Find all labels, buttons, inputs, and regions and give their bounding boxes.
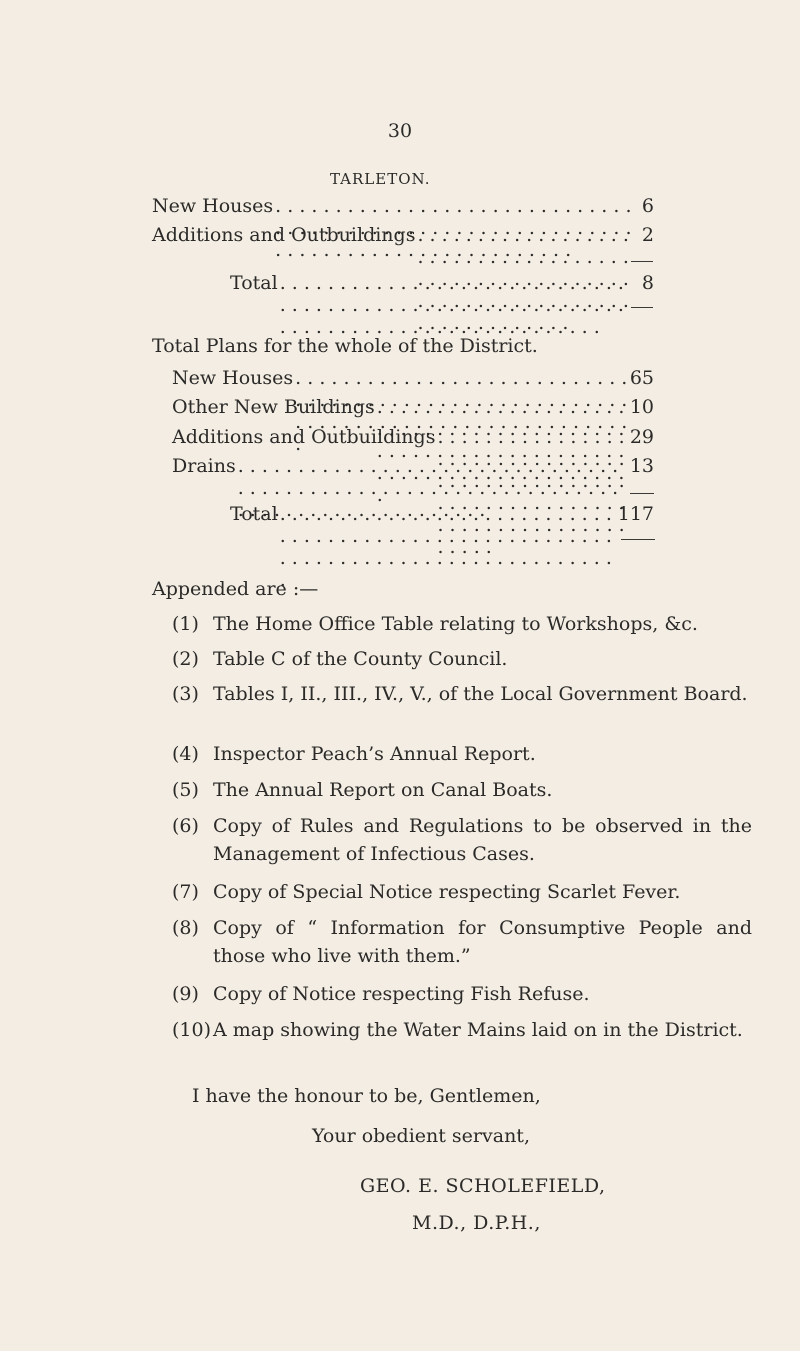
dot-leader bbox=[280, 503, 616, 591]
closing-salutation: Your obedient servant, bbox=[312, 1125, 530, 1147]
item-number: (2) bbox=[172, 648, 199, 670]
item-text: A map showing the Water Mains laid on in the District. bbox=[213, 1019, 743, 1041]
row-label: Drains bbox=[172, 455, 236, 477]
appended-item bbox=[172, 878, 752, 906]
item-number: (8) bbox=[172, 917, 199, 939]
item-number: (7) bbox=[172, 881, 199, 903]
signature-credentials: M.D., D.P.H., bbox=[412, 1212, 541, 1234]
item-text: Copy of “ Information for Consumptive People and those who live with them.” bbox=[213, 917, 752, 967]
total-value: 117 bbox=[617, 503, 654, 525]
appended-item bbox=[172, 812, 752, 868]
item-text: Table C of the County Council. bbox=[213, 648, 508, 670]
appended-item bbox=[172, 645, 752, 673]
item-number: (9) bbox=[172, 983, 199, 1005]
item-text: Copy of Special Notice respecting Scarlet Fever. bbox=[213, 881, 681, 903]
item-number: (5) bbox=[172, 779, 199, 801]
row-label: Additions and Outbuildings bbox=[152, 224, 416, 246]
row-label: Additions and Outbuildings bbox=[172, 426, 436, 448]
row-value: 29 bbox=[629, 426, 654, 448]
appended-item bbox=[172, 914, 752, 970]
item-text: Copy of Rules and Regulations to be observed in the Management of Infectious Cases. bbox=[213, 815, 752, 865]
item-number: (6) bbox=[172, 815, 199, 837]
subtotal-rule bbox=[631, 261, 653, 262]
section-end-rule bbox=[621, 539, 655, 540]
row-label: New Houses bbox=[152, 195, 274, 217]
appended-item bbox=[172, 980, 752, 1008]
appended-item bbox=[172, 1016, 752, 1044]
tarleton-row-total bbox=[230, 272, 654, 338]
item-text: The Annual Report on Canal Boats. bbox=[213, 779, 553, 801]
item-text: Tables I, II., III., IV., V., of the Local Government Board. bbox=[213, 683, 748, 705]
row-label: Other New Buildings bbox=[172, 396, 375, 418]
item-number: (10) bbox=[172, 1019, 212, 1041]
row-label: New Houses bbox=[172, 367, 294, 389]
appended-item bbox=[172, 740, 752, 768]
signature-name: GEO. E. SCHOLEFIELD, bbox=[360, 1175, 606, 1197]
item-text: Copy of Notice respecting Fish Refuse. bbox=[213, 983, 590, 1005]
row-value: 13 bbox=[629, 455, 654, 477]
appended-item bbox=[172, 610, 752, 638]
row-value: 6 bbox=[641, 195, 654, 217]
subtotal-rule bbox=[630, 493, 654, 494]
district-heading: Total Plans for the whole of the District. bbox=[152, 335, 538, 357]
total-value: 8 bbox=[641, 272, 654, 294]
item-text: Inspector Peach’s Annual Report. bbox=[213, 743, 536, 765]
row-value: 2 bbox=[641, 224, 654, 246]
tarleton-heading: TARLETON. bbox=[330, 170, 431, 188]
closing-line: I have the honour to be, Gentlemen, bbox=[192, 1085, 541, 1107]
item-number: (4) bbox=[172, 743, 199, 765]
page-number: 30 bbox=[387, 120, 413, 142]
total-rule bbox=[631, 307, 653, 308]
appended-heading: Appended are :— bbox=[152, 578, 319, 600]
row-value: 65 bbox=[629, 367, 654, 389]
appended-item bbox=[172, 776, 752, 804]
appended-item bbox=[172, 680, 752, 708]
item-text: The Home Office Table relating to Workshops, &c. bbox=[213, 613, 698, 635]
total-label: Total bbox=[230, 272, 278, 294]
total-label: Total bbox=[230, 503, 278, 525]
row-value: 10 bbox=[629, 396, 654, 418]
dot-leader bbox=[280, 272, 634, 338]
item-number: (1) bbox=[172, 613, 199, 635]
item-number: (3) bbox=[172, 683, 199, 705]
